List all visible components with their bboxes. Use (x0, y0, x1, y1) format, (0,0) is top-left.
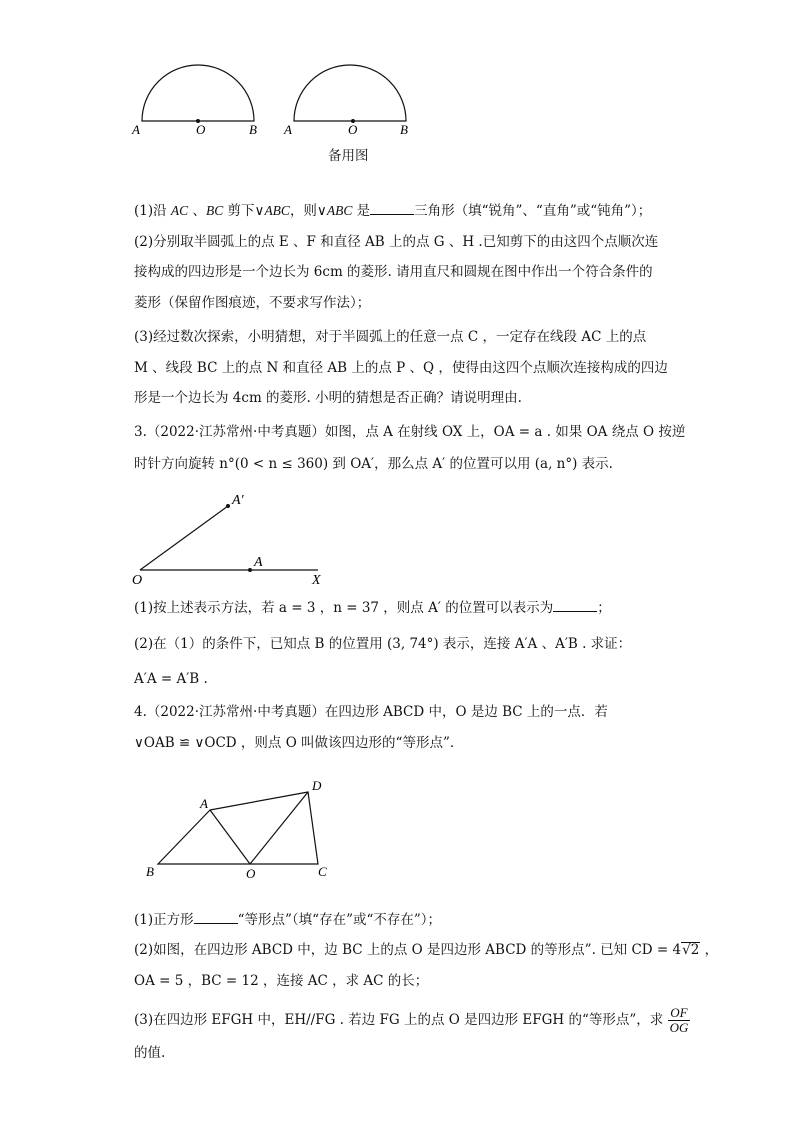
label-b-2: B (400, 122, 408, 137)
p2-q1-text-c: 剪下∨ (223, 203, 265, 219)
p2-q1-text-d: ，则∨ (289, 203, 327, 219)
p2-q1-abc: ABC (264, 203, 290, 218)
p4-q1-text-b: “等形点”（填“存在”或“不存在”）； (237, 912, 442, 928)
p4-q3-line1 (134, 1006, 690, 1035)
figure-caption: 备用图 (328, 148, 369, 164)
p2-q1-text-e: 是 (352, 203, 371, 219)
answer-blank-2[interactable] (553, 597, 597, 612)
sqrt-value: 2 (690, 942, 700, 958)
label-a: A (254, 555, 263, 570)
p3-intro-line2: 时针方向旋转 n°(0 < n ≤ 360) 到 OA′，那么点 A′ 的位置可以用 (a, n°) 表示. (134, 456, 613, 472)
label-b-1: B (249, 122, 257, 137)
fraction-denominator: OG (669, 1020, 689, 1035)
label-o-2: O (348, 122, 358, 137)
semicircle-figure (128, 60, 428, 142)
p2-q1-text-f: 三角形（填“锐角”、“直角”或“钝角”）； (414, 203, 652, 219)
p3-intro-line1: 3.（2022·江苏常州·中考真题）如图，点 A 在射线 OX 上，OA = a . 如果 OA 绕点 O 按逆 (134, 424, 686, 440)
p4-q1-text: (1)正方形 (134, 912, 194, 928)
fraction-of-og (668, 1006, 691, 1035)
semicircle-left (142, 65, 254, 121)
label-b: B (146, 864, 154, 879)
label-c: C (318, 864, 327, 879)
p2-q1-abc2: ABC (326, 203, 353, 218)
p4-intro-line1: 4.（2022·江苏常州·中考真题）在四边形 ABCD 中，O 是边 BC 上的一点．若 (134, 704, 608, 720)
p2-q1-text: (1)沿 (134, 203, 171, 219)
answer-blank-1[interactable] (370, 200, 414, 215)
p2-q1-bc: BC (205, 203, 224, 218)
point-a-prime (226, 504, 230, 508)
p4-q2-text: (2)如图，在四边形 ABCD 中，边 BC 上的点 O 是四边形 ABCD 的等形点”. 已知 CD = 4 (134, 942, 682, 958)
label-a-1: A (132, 122, 140, 137)
p4-q1 (134, 909, 441, 930)
p4-q3-text: (3)在四边形 EFGH 中，EH//FG . 若边 FG 上的点 O 是四边形 EFGH 的“等形点”，求 (134, 1012, 664, 1028)
p3-q2-line2: A′A = A′B . (134, 671, 208, 687)
p4-q3-line2: 的值. (134, 1045, 166, 1061)
label-o-1: O (196, 122, 206, 137)
p4-q2-line1 (134, 940, 718, 960)
segment-do (250, 792, 308, 864)
p2-q3-line1: (3)经过数次探索，小明猜想，对于半圆弧上的任意一点 C ，一定存在线段 AC 上的点 (134, 329, 647, 345)
segment-ao (210, 810, 250, 864)
label-o: O (246, 866, 256, 881)
p3-q1 (134, 597, 611, 618)
label-o: O (132, 573, 143, 588)
p2-q1 (134, 200, 651, 221)
p2-q1-ac: AC (170, 203, 189, 218)
quad-abcd (158, 792, 318, 864)
p2-q3-line2: M 、线段 BC 上的点 N 和直径 AB 上的点 P 、Q ，使得由这四个点顺次连接构成的四边 (134, 360, 668, 376)
p4-q2-line2: OA = 5 ，BC = 12 ，连接 AC ，求 AC 的长； (134, 973, 429, 989)
label-a: A (200, 796, 208, 811)
p3-q1-text: (1)按上述表示方法，若 a = 3 ，n = 37 ，则点 A′ 的位置可以表示为 (134, 600, 554, 616)
ray-oa-prime (140, 506, 228, 570)
p4-q2-text-b: ， (700, 942, 719, 958)
p2-q2-line1: (2)分别取半圆弧上的点 E 、F 和直径 AB 上的点 G 、H .已知剪下的由这四个点顺次连 (134, 234, 659, 250)
p4-intro-line2: ∨OAB ≌ ∨OCD ，则点 O 叫做该四边形的“等形点”． (134, 735, 464, 751)
point-a (248, 568, 252, 572)
semicircle-right (294, 65, 406, 121)
p2-q1-text-b: 、 (188, 203, 206, 219)
p3-q1-text-b: ； (597, 600, 611, 616)
label-a-prime: A′ (232, 493, 244, 508)
p2-q3-line3: 形是一个边长为 4cm 的菱形. 小明的猜想是否正确？请说明理由. (134, 390, 522, 406)
quadrilateral-figure (140, 774, 340, 884)
p2-q2-line3: 菱形（保留作图痕迹，不要求写作法）； (134, 295, 371, 311)
ray-figure (128, 486, 338, 590)
label-x: X (312, 573, 321, 588)
p3-q2-line1: (2)在（1）的条件下，已知点 B 的位置用 (3, 74°) 表示，连接 A′A 、A′B . 求证： (134, 636, 632, 652)
label-a-2: A (284, 122, 292, 137)
label-d: D (312, 778, 322, 793)
sqrt-expression: √2 (682, 942, 700, 958)
p2-q2-line2: 接构成的四边形是一个边长为 6cm 的菱形. 请用直尺和圆规在图中作出一个符合条件的 (134, 264, 653, 280)
answer-blank-3[interactable] (194, 909, 238, 924)
fraction-numerator: OF (668, 1006, 691, 1021)
